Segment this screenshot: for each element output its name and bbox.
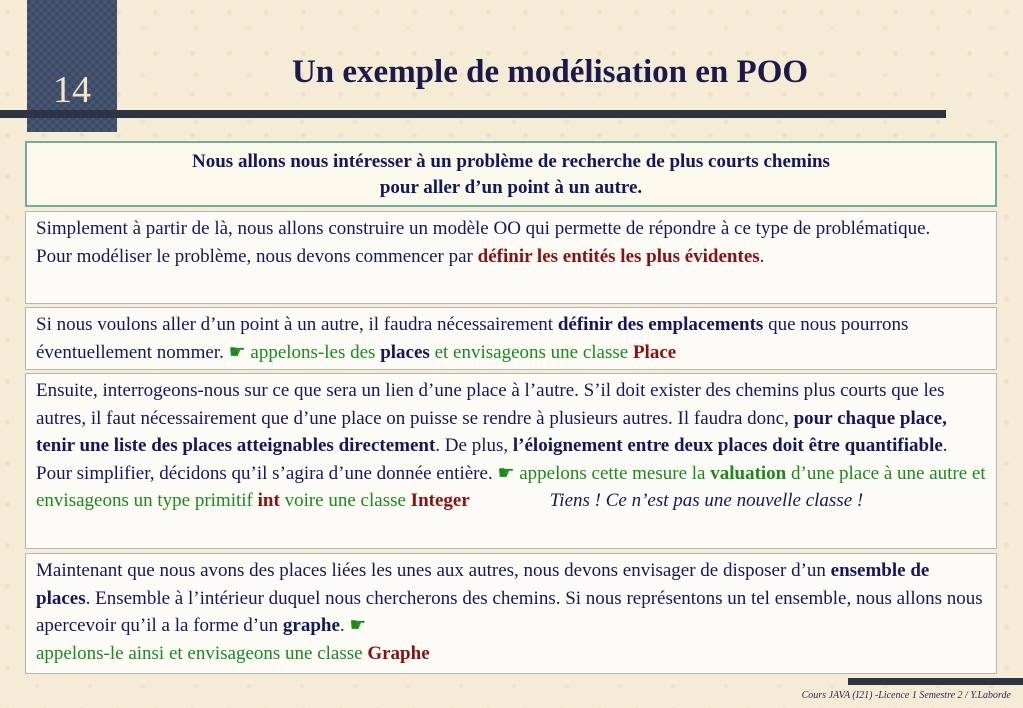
intro-callout — [25, 141, 997, 207]
class-graphe: Graphe — [367, 642, 430, 664]
p3-italic-note: Tiens ! Ce n’est pas une nouvelle classe ! — [549, 490, 864, 511]
p4-bold: ensemble de places — [36, 560, 930, 609]
p4-period: . — [339, 615, 350, 636]
p2-bold: définir des emplacements — [557, 314, 764, 335]
pointing-hand-icon: ☛ — [228, 341, 246, 363]
p1-text: Simplement à partir de là, nous allons construire un modèle OO qui permette de répondre à ce type de problématique. — [36, 218, 931, 239]
p3-bold-1: pour chaque place, tenir une liste des places atteignables directement — [36, 407, 947, 456]
p3-text-2: . De plus, — [435, 435, 513, 456]
slide-number: 14 — [53, 69, 91, 111]
p1-period: . — [759, 245, 765, 267]
callout-line-1: Nous allons nous intéresser à un problème de recherche de plus courts chemins — [192, 151, 830, 172]
p2-green: appelons-les des — [245, 341, 381, 363]
pointing-hand-icon: ☛ — [349, 615, 367, 636]
paragraph-entities — [25, 211, 997, 304]
footer-credit: Cours JAVA (I21) -Licence 1 Semestre 2 / Y.Laborde — [801, 690, 1011, 701]
footer-rule — [848, 678, 1023, 685]
p3-text-3: . Pour simplifier, décidons qu’il s’agira d’une donnée entière. — [36, 435, 948, 484]
p1-highlight: définir les entités les plus évidentes — [477, 245, 760, 267]
p3-green-2: d’une place à une autre et envisageons un type primitif — [36, 462, 986, 511]
p2-green-2: et envisageons une classe — [429, 341, 633, 363]
p3-valuation: valuation — [710, 462, 787, 484]
paragraph-links — [25, 373, 997, 549]
type-int: int — [257, 490, 280, 511]
pointing-hand-icon: ☛ — [497, 462, 515, 484]
page-title: Un exemple de modélisation en POO — [291, 54, 809, 90]
class-place: Place — [632, 341, 677, 363]
p3-bold-2: l’éloignement entre deux places doit être quantifiable — [512, 435, 943, 456]
p2-places: places — [380, 341, 430, 363]
callout-line-2: pour aller d’un point à un autre. — [379, 177, 643, 198]
p4-green: appelons-le ainsi et envisageons une classe — [36, 642, 368, 664]
p1-text-2: Pour modéliser le problème, nous devons commencer par — [36, 245, 478, 267]
p2-text: Si nous voulons aller d’un point à un autre, il faudra nécessairement — [36, 314, 558, 335]
p2-text-2: que nous pourrons éventuellement nommer. — [36, 314, 909, 363]
class-integer: Integer — [410, 490, 470, 511]
paragraph-graph — [25, 553, 997, 674]
p4-graphe: graphe — [282, 615, 340, 636]
p3-green-3: voire une classe — [279, 490, 411, 511]
p4-text-2: . Ensemble à l’intérieur duquel nous chercherons des chemins. Si nous représentons un tel ensemble, nous allons nous apercevoir qu’il a la forme d’un — [36, 587, 983, 636]
p3-green: appelons cette mesure la — [514, 462, 711, 484]
p4-text: Maintenant que nous avons des places liées les unes aux autres, nous devons envisager de disposer d’un — [36, 560, 831, 581]
title-rule — [0, 110, 946, 118]
p3-text: Ensuite, interrogeons-nous sur ce que sera un lien d’une place à l’autre. S’il doit exister des chemins plus courts que les autres, il faut nécessairement que d’une place on puisse se rendre à plusieurs autres. Il faudra donc, — [36, 380, 945, 429]
paragraph-places — [25, 307, 997, 370]
